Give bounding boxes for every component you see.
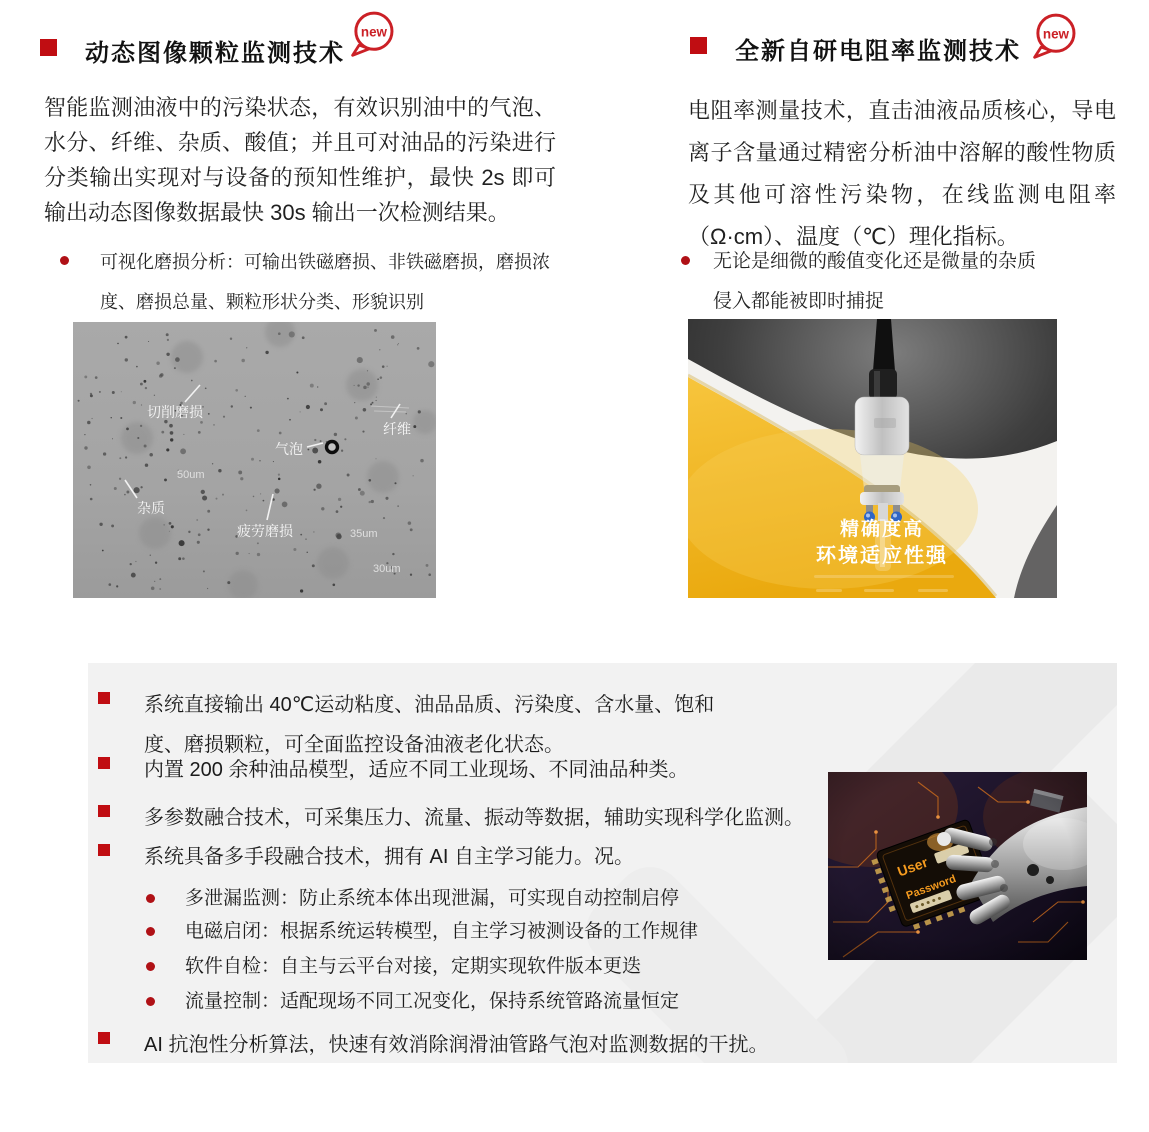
panel-sub-item xyxy=(146,988,679,1016)
panel-item-text: 内置 200 余种油品模型，适应不同工业现场、不同油品种类。 xyxy=(144,759,689,781)
new-badge-icon xyxy=(348,9,398,59)
sensor-caption-line1: 精确度高 xyxy=(839,519,925,540)
bullet-dot-icon xyxy=(60,256,69,265)
bullet-square-icon xyxy=(98,844,110,856)
microscope-particle-image xyxy=(73,322,436,598)
bubble-ring xyxy=(327,442,338,453)
bullet-dot-icon xyxy=(146,894,155,903)
panel-sub-item-text: 流量控制：适配现场不同工况变化，保持系统管路流量恒定 xyxy=(185,991,680,1012)
left-section-title: 动态图像颗粒监测技术 xyxy=(85,40,345,67)
label-fiber: 纤维 xyxy=(383,421,411,437)
new-badge-label: new xyxy=(360,24,387,40)
panel-sub-item-text: 软件自检：自主与云平台对接，定期实现软件版本更迭 xyxy=(185,956,642,977)
scale-35um: 35um xyxy=(350,528,378,540)
label-bubble: 气泡 xyxy=(275,441,303,457)
panel-sub-item-text: 多泄漏监测：防止系统本体出现泄漏，可实现自动控制启停 xyxy=(185,888,680,909)
label-cutting-wear: 切削磨损 xyxy=(147,404,203,420)
left-section-bullet: 可视化磨损分析：可输出铁磁磨损、非铁磁磨损，磨损浓度、磨损总量、颗粒形状分类、形貌识别 xyxy=(100,252,550,312)
label-fatigue-wear: 疲劳磨损 xyxy=(237,523,293,539)
new-badge-label: new xyxy=(1042,26,1069,42)
panel-item xyxy=(98,798,878,838)
section-bullet-square-icon xyxy=(40,39,57,56)
bullet-dot-icon xyxy=(146,997,155,1006)
panel-item-text: 系统直接输出 40℃运动粘度、油品品质、污染度、含水量、饱和度、磨损颗粒，可全面监控设备油液老化状态。 xyxy=(144,694,715,756)
left-section-header xyxy=(40,33,345,68)
scale-50um: 50um xyxy=(177,469,205,481)
sensor-caption-line2: 环境适应性强 xyxy=(816,545,948,567)
robot-hand-chip-image xyxy=(828,772,1087,960)
bullet-dot-icon xyxy=(146,927,155,936)
panel-sub-item-text: 电磁启闭：根据系统运转模型，自主学习被测设备的工作规律 xyxy=(185,921,699,942)
label-impurity: 杂质 xyxy=(137,500,165,516)
panel-sub-item xyxy=(146,953,641,981)
panel-item-text: AI 抗泡性分析算法，快速有效消除润滑油管路气泡对监测数据的干扰。 xyxy=(144,1034,769,1056)
panel-item xyxy=(98,837,858,877)
bullet-dot-icon xyxy=(681,256,690,265)
panel-sub-item xyxy=(146,885,679,913)
feature-summary-panel xyxy=(88,663,1117,1063)
bullet-square-icon xyxy=(98,757,110,769)
bullet-square-icon xyxy=(98,805,110,817)
bullet-dot-icon xyxy=(146,962,155,971)
new-badge-icon xyxy=(1030,11,1080,61)
panel-item xyxy=(98,1025,878,1063)
right-section-paragraph: 电阻率测量技术，直击油液品质核心，导电离子含量通过精密分析油中溶解的酸性物质及其他可溶性污染物，在线监测电阻率（Ω·cm）、温度（℃）理化指标。 xyxy=(688,98,1116,249)
panel-item-text: 系统具备多手段融合技术，拥有 AI 自主学习能力。况。 xyxy=(144,846,635,868)
resistivity-sensor-image xyxy=(688,319,1057,598)
bullet-square-icon xyxy=(98,1032,110,1044)
panel-sub-item xyxy=(146,918,698,946)
section-bullet-square-icon xyxy=(690,37,707,54)
scale-30um: 30um xyxy=(373,563,401,575)
right-section-header xyxy=(690,31,1021,66)
right-section-bullet: 无论是细微的酸值变化还是微量的杂质侵入都能被即时捕捉 xyxy=(713,251,1037,312)
bullet-square-icon xyxy=(98,692,110,704)
left-section-paragraph: 智能监测油液中的污染状态，有效识别油中的气泡、水分、纤维、杂质、酸值；并且可对油品的污染进行分类输出实现对与设备的预知性维护，最快 2s 即可输出动态图像数据最快 30s 输出一次检测结果。 xyxy=(44,95,556,225)
panel-item xyxy=(98,750,858,790)
panel-item-text: 多参数融合技术，可采集压力、流量、振动等数据，辅助实现科学化监测。 xyxy=(144,807,804,829)
right-section-title: 全新自研电阻率监测技术 xyxy=(735,38,1021,65)
